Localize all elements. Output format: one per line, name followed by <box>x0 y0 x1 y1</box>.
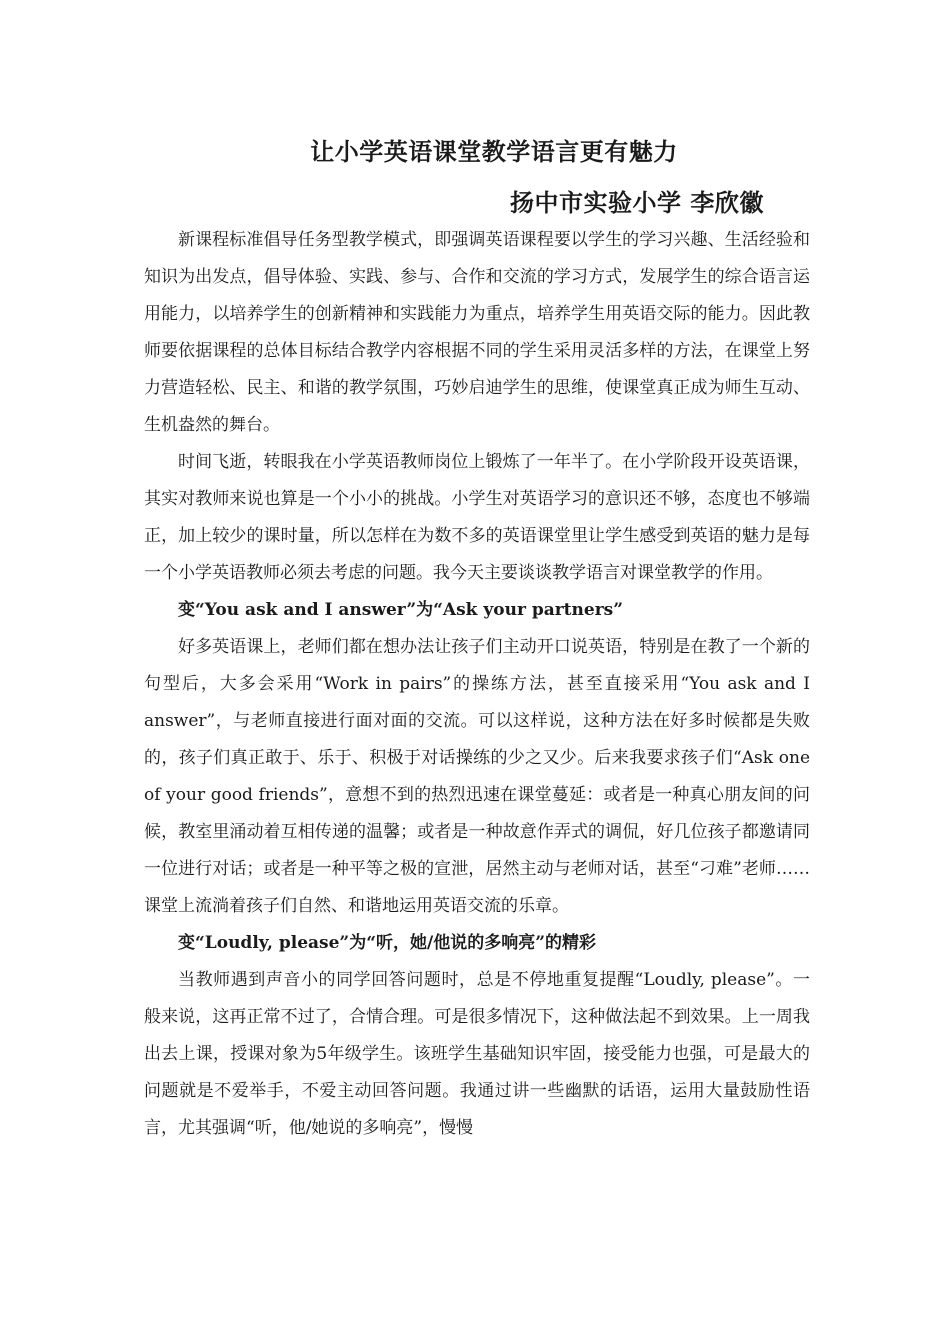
paragraph-ask-partners: 好多英语课上，老师们都在想办法让孩子们主动开口说英语，特别是在教了一个新的句型后，大多会采用“Work in pairs”的操练方法，甚至直接采用“You ask and I answer”，与老师直接进行面对面的交流。可以这样说，这种方法在好多时候都是失败的，孩子们真正敢于、乐于、积极于对话操练的少之又少。后来我要求孩子们“Ask one of your good friends”，意想不到的热烈迅速在课堂蔓延：或者是一种真心朋友间的问候，教室里涌动着互相传递的温馨；或者是一种故意作弄式的调侃，好几位孩子都邀请同一位进行对话；或者是一种平等之极的宣泄，居然主动与老师对话，甚至“刁难”老师……课堂上流淌着孩子们自然、和谐地运用英语交流的乐章。 <box>144 637 810 916</box>
section-heading-ask-partners: 变“You ask and I answer”为“Ask your partners” <box>178 600 624 620</box>
document-body <box>144 222 810 1147</box>
paragraph-reflection: 时间飞逝，转眼我在小学英语教师岗位上锻炼了一年半了。在小学阶段开设英语课，其实对教师来说也算是一个小小的挑战。小学生对英语学习的意识还不够，态度也不够端正，加上较少的课时量，所以怎样在为数不多的英语课堂里让学生感受到英语的魅力是每一个小学英语教师必须去考虑的问题。我今天主要谈谈教学语言对课堂教学的作用。 <box>144 452 810 583</box>
author-line: 扬中市实验小学 李欣徽 <box>510 188 764 217</box>
paragraph-loudly: 当教师遇到声音小的同学回答问题时，总是不停地重复提醒“Loudly, please”。一般来说，这再正常不过了，合情合理。可是很多情况下，这种做法起不到效果。上一周我出去上课，授课对象为5年级学生。该班学生基础知识牢固，接受能力也强，可是最大的问题就是不爱举手，不爱主动回答问题。我通过讲一些幽默的话语，运用大量鼓励性语言，尤其强调“听，他/她说的多响亮”，慢慢 <box>144 970 810 1138</box>
document-title: 让小学英语课堂教学语言更有魅力 <box>310 137 678 166</box>
section-heading-loudly: 变“Loudly, please”为“听，她/他说的多响亮”的精彩 <box>178 933 596 953</box>
paragraph-intro: 新课程标准倡导任务型教学模式，即强调英语课程要以学生的学习兴趣、生活经验和知识为出发点，倡导体验、实践、参与、合作和交流的学习方式，发展学生的综合语言运用能力，以培养学生的创新精神和实践能力为重点，培养学生用英语交际的能力。因此教师要依据课程的总体目标结合教学内容根据不同的学生采用灵活多样的方法，在课堂上努力营造轻松、民主、和谐的教学氛围，巧妙启迪学生的思维，使课堂真正成为师生互动、生机盎然的舞台。 <box>144 230 810 435</box>
